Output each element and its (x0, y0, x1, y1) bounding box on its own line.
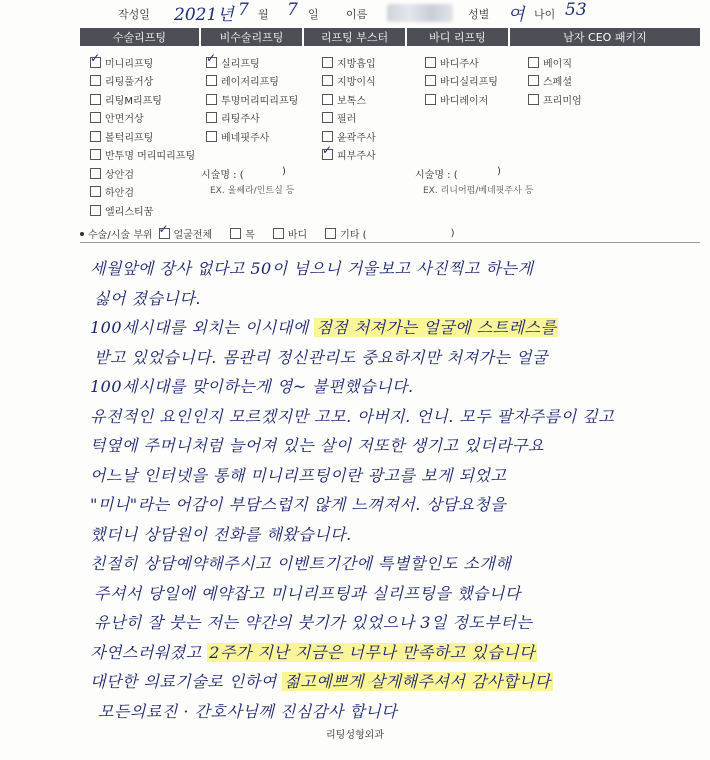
checkbox[interactable] (90, 94, 101, 105)
bullet-icon (80, 232, 84, 236)
checklist-item[interactable] (206, 53, 298, 72)
checklist-label: 보톡스 (337, 95, 366, 107)
review-line (98, 699, 397, 722)
checklist-label: 리팅주사 (221, 114, 260, 126)
checkbox-neck[interactable] (230, 228, 241, 239)
procedure-example-2: EX. 리니어펌/베네핏주사 등 (423, 186, 534, 196)
review-line (94, 286, 201, 309)
treatment-area-row (80, 226, 454, 241)
review-text: 모든의료진 · 간호사님께 진심감사 합니다 (98, 701, 398, 721)
name-label: 이름 (346, 8, 368, 21)
checklist-item[interactable] (322, 109, 376, 128)
divider (80, 242, 700, 243)
checkbox[interactable] (425, 94, 436, 105)
checkbox[interactable] (322, 75, 333, 86)
checklist-label: 베이직 (543, 58, 572, 70)
checklist-item[interactable] (206, 72, 298, 91)
gender-value: 여 (508, 5, 525, 25)
checkbox[interactable] (322, 112, 333, 123)
review-line (94, 345, 548, 368)
gender-label: 성별 (468, 8, 490, 21)
review-text: 받고 있었습니다. 몸관리 정신관리도 중요하지만 처져가는 얼굴 (94, 347, 548, 367)
checkbox[interactable] (90, 168, 101, 179)
category-1: 비수술리프팅 (201, 28, 302, 46)
review-text: 자연스러워졌고 (90, 642, 208, 662)
procedure-name-close-2: ) (497, 166, 501, 177)
checklist-item[interactable] (322, 146, 376, 165)
review-line (90, 522, 352, 545)
review-text: 싫어 졌습니다. (94, 288, 201, 308)
checklist-label: 투명머리띠리프팅 (221, 95, 299, 107)
checkbox[interactable] (322, 94, 333, 105)
checkbox[interactable] (90, 149, 101, 160)
checklist-label: 지방흡입 (337, 58, 376, 70)
month-unit: 월 (258, 8, 269, 21)
column-1 (206, 53, 298, 146)
category-bar (80, 28, 700, 46)
checkbox[interactable] (322, 131, 333, 142)
checklist-label: 피부주사 (337, 151, 376, 163)
checkbox[interactable] (528, 75, 539, 86)
review-line (94, 610, 532, 633)
checklist-label: 리팅M리프팅 (105, 95, 162, 107)
checklist-item[interactable] (206, 127, 298, 146)
option-other-close: ) (450, 228, 455, 239)
procedure-name-label-1: 시술명 : ( (201, 170, 244, 181)
checklist-item[interactable] (528, 90, 582, 109)
checkbox[interactable] (322, 57, 333, 68)
checkbox[interactable] (206, 57, 217, 68)
review-text: 세월앞에 장사 없다고 50이 넘으니 거울보고 사진찍고 하는게 (90, 259, 534, 278)
checklist-label: 하안검 (105, 188, 134, 200)
column-2 (322, 53, 376, 164)
checkbox[interactable] (206, 94, 217, 105)
review-text: 대단한 의료기술로 인하여 (90, 672, 283, 691)
checkbox[interactable] (90, 131, 101, 142)
review-line (90, 256, 533, 279)
review-text: 주셔서 당일에 예약잡고 미니리프팅과 실리프팅을 했습니다 (94, 583, 521, 603)
checklist-item[interactable] (425, 72, 498, 91)
date-day: 7 (287, 0, 298, 20)
checklist-item[interactable] (90, 183, 195, 202)
checklist-item[interactable] (90, 164, 195, 183)
checklist-label: 상안검 (105, 169, 134, 181)
review-text: 100세시대를 외치는 이시대에 (90, 318, 315, 337)
category-2: 리프팅 부스터 (304, 28, 405, 46)
checklist-item[interactable] (528, 53, 582, 72)
option-neck: 목 (245, 230, 255, 241)
highlighted-text: 점점 처져가는 얼굴에 스트레스를 (316, 318, 557, 337)
checkbox[interactable] (90, 205, 101, 216)
date-month: 7 (238, 0, 249, 20)
day-unit: 일 (308, 8, 319, 21)
review-text: 100세시대를 맞이하는게 영~ 불편했습니다. (90, 377, 414, 396)
redacted-name (387, 4, 453, 22)
checklist-label: 지방이식 (337, 77, 376, 89)
checklist-item[interactable] (528, 72, 582, 91)
review-text: 유난히 잘 붓는 저는 약간의 붓기가 있었으나 3일 정도부터는 (94, 613, 533, 632)
category-4: 남자 CEO 패키지 (510, 28, 700, 46)
procedure-example-1: EX. 울쎄라/인트실 등 (210, 186, 295, 196)
review-line (90, 669, 553, 692)
checklist-label: 바디실리프팅 (440, 77, 498, 89)
checklist-item[interactable] (90, 72, 195, 91)
date-label: 작성일 (118, 8, 150, 21)
checklist-label: 필러 (337, 114, 357, 126)
checklist-label: 바디주사 (440, 58, 479, 70)
review-line (90, 433, 544, 456)
checklist-item[interactable] (425, 90, 498, 109)
checklist-label: 안면거상 (105, 114, 144, 126)
checklist-item[interactable] (90, 127, 195, 146)
checklist-item[interactable] (206, 90, 298, 109)
checklist-label: 바디레이저 (440, 95, 489, 107)
checklist-item[interactable] (322, 90, 376, 109)
checkbox-body[interactable] (273, 228, 284, 239)
form-header (0, 0, 710, 24)
column-4 (528, 53, 582, 109)
review-line (90, 640, 537, 663)
review-text: 유전적인 요인인지 모르겠지만 고모. 아버지. 언니. 모두 팔자주름이 깊고 (90, 406, 615, 426)
checkbox-other[interactable] (325, 228, 336, 239)
checklist-item[interactable] (322, 72, 376, 91)
checklist-item[interactable] (322, 53, 376, 72)
checklist-label: 엘리스티꿈 (105, 206, 154, 218)
option-other: 기타 ( (340, 230, 367, 241)
checklist-label: 리팅풀거상 (105, 77, 154, 89)
checklist-item[interactable] (90, 146, 195, 165)
checkbox[interactable] (528, 57, 539, 68)
checklist-label: 스페셜 (543, 77, 572, 89)
checkbox[interactable] (206, 112, 217, 123)
checkbox[interactable] (90, 112, 101, 123)
review-text: 어느날 인터넷을 통해 미니리프팅이란 광고를 보게 되었고 (90, 465, 507, 485)
review-line (90, 315, 558, 338)
review-text: 친절히 상담예약해주시고 이벤트기간에 특별할인도 소개해 (90, 554, 512, 573)
checklist-label: 반투명 머리띠리프팅 (105, 151, 196, 163)
checklist-item[interactable] (90, 90, 195, 109)
review-line (90, 404, 614, 427)
checkbox[interactable] (206, 131, 217, 142)
highlighted-text: 2주가 지난 지금은 너무나 만족하고 있습니다 (209, 642, 536, 662)
age-label: 나이 (534, 8, 556, 21)
column-0 (90, 53, 195, 220)
review-text: "미니"라는 어감이 부담스럽지 않게 느껴져서. 상담요청을 (90, 495, 507, 514)
column-3 (425, 53, 498, 109)
date-year: 2021년 (174, 5, 234, 25)
review-line (90, 492, 506, 515)
review-text: 턱옆에 주머니처럼 늘어져 있는 살이 저또한 생기고 있더라구요 (90, 436, 544, 455)
checklist-label: 볼턱리프팅 (105, 132, 154, 144)
review-line (90, 374, 414, 397)
review-line (94, 581, 521, 604)
treatment-area-label: 수술/시술 부위 (88, 230, 153, 241)
checklist-item[interactable] (90, 109, 195, 128)
option-body: 바디 (287, 230, 308, 241)
clinic-name: 리팅성형외과 (326, 730, 384, 741)
checklist-label: 베네핏주사 (221, 132, 270, 144)
checkbox[interactable] (90, 186, 101, 197)
review-line (90, 463, 506, 486)
checklist-label: 윤곽주사 (337, 132, 376, 144)
checkbox[interactable] (90, 75, 101, 86)
checklist-item[interactable] (90, 201, 195, 220)
checkbox-face[interactable] (159, 228, 170, 239)
procedure-name-close-1: ) (282, 166, 286, 177)
highlighted-text: 젊고예쁘게 살게해주셔서 감사합니다 (284, 672, 551, 691)
checklist-label: 미니리프팅 (105, 58, 154, 70)
checkbox[interactable] (425, 57, 436, 68)
review-text: 했더니 상담원이 전화를 해왔습니다. (90, 524, 352, 544)
category-3: 바디 리프팅 (407, 28, 508, 46)
category-0: 수술리프팅 (80, 28, 199, 46)
option-face: 얼굴전체 (173, 230, 213, 241)
checklist-label: 실리프팅 (221, 58, 260, 70)
checkbox[interactable] (528, 94, 539, 105)
checkbox[interactable] (206, 75, 217, 86)
checkbox[interactable] (90, 57, 101, 68)
checklist-item[interactable] (425, 53, 498, 72)
review-line (90, 551, 511, 574)
checkbox[interactable] (425, 75, 436, 86)
checkbox[interactable] (322, 149, 333, 160)
checklist-item[interactable] (90, 53, 195, 72)
procedure-name-label-2: 시술명 : ( (415, 170, 458, 181)
age-value: 53 (565, 0, 587, 20)
checklist-item[interactable] (206, 109, 298, 128)
checklist-label: 레이저리프팅 (221, 77, 279, 89)
checklist-label: 프리미엄 (543, 95, 582, 107)
